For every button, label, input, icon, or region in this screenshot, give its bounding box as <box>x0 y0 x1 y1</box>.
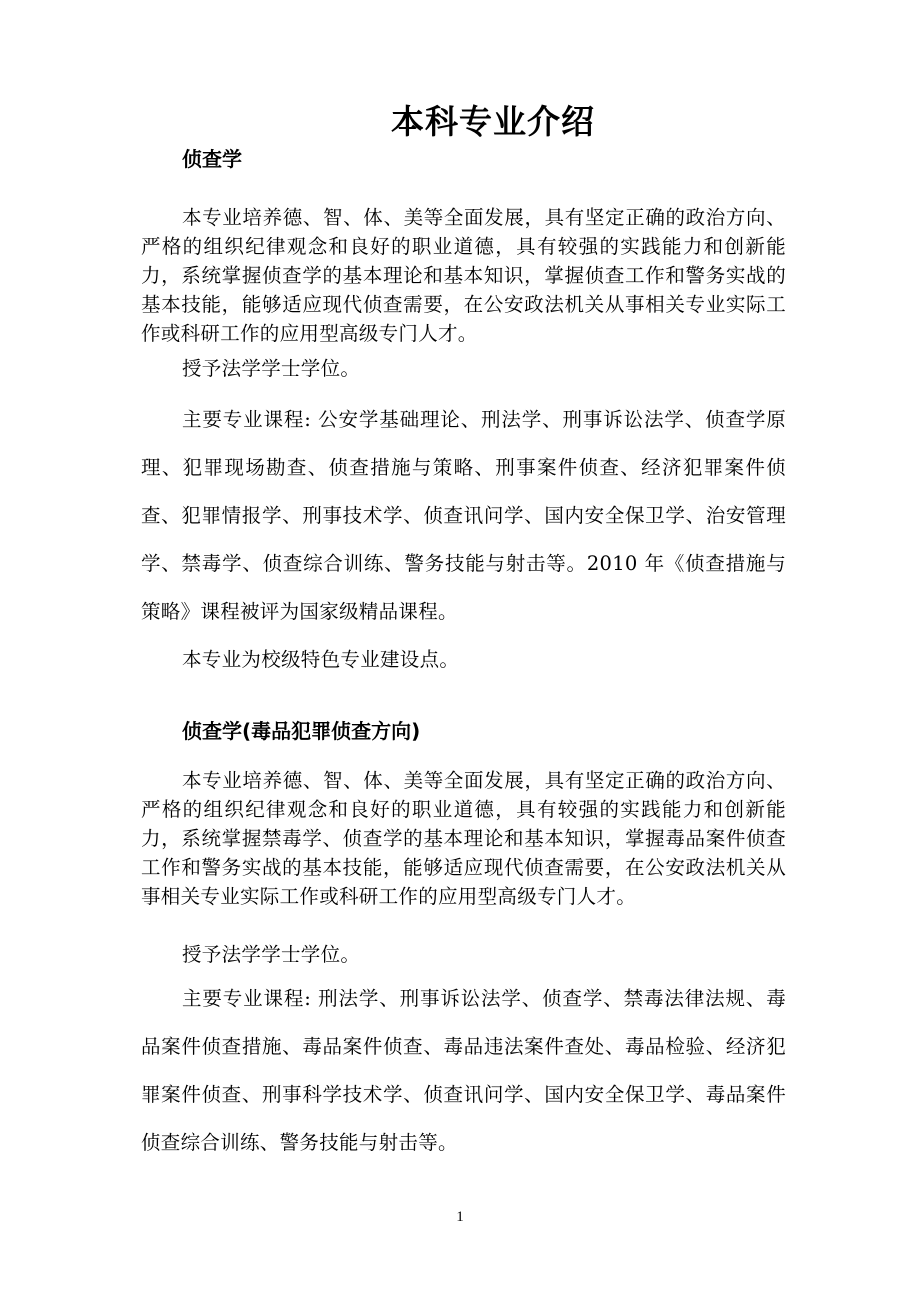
courses-paragraph: 主要专业课程: 刑法学、刑事诉讼法学、侦查学、禁毒法律法规、毒品案件侦查措施、毒品案件侦查、毒品违法案件查处、毒品检验、经济犯罪案件侦查、刑事科学技术学、侦查讯问学、国内安全保卫学、毒品案件侦查综合训练、警务技能与射击等。 <box>141 987 786 1154</box>
section-heading-drug-investigation: 侦查学(毒品犯罪侦查方向) <box>182 719 421 743</box>
section-heading-investigation: 侦查学 <box>182 147 242 171</box>
page-number: 1 <box>456 1209 464 1225</box>
note-paragraph: 本专业为校级特色专业建设点。 <box>182 648 460 671</box>
degree-paragraph: 授予法学学士学位。 <box>182 943 361 966</box>
section-intro-paragraph: 本专业培养德、智、体、美等全面发展，具有坚定正确的政治方向、严格的组织纪律观念和良好的职业道德，具有较强的实践能力和创新能力，系统掌握禁毒学、侦查学的基本理论和基本知识，掌握毒品案件侦查工作和警务实战的基本技能，能够适应现代侦查需要，在公安政法机关从事相关专业实际工作或科研工作的应用型高级专门人才。 <box>141 769 786 908</box>
document-title: 本科专业介绍 <box>391 102 595 141</box>
degree-paragraph: 授予法学学士学位。 <box>182 357 361 380</box>
courses-paragraph: 主要专业课程: 公安学基础理论、刑法学、刑事诉讼法学、侦查学原理、犯罪现场勘查、侦查措施与策略、刑事案件侦查、经济犯罪案件侦查、犯罪情报学、刑事技术学、侦查讯问学、国内安全保卫学、治安管理学、禁毒学、侦查综合训练、警务技能与射击等。2010 年《侦查措施与策略》课程被评为国家级精品课程。 <box>141 408 786 623</box>
section-intro-paragraph: 本专业培养德、智、体、美等全面发展，具有坚定正确的政治方向、严格的组织纪律观念和良好的职业道德，具有较强的实践能力和创新能力，系统掌握侦查学的基本理论和基本知识，掌握侦查工作和警务实战的基本技能，能够适应现代侦查需要，在公安政法机关从事相关专业实际工作或科研工作的应用型高级专门人才。 <box>141 206 786 345</box>
